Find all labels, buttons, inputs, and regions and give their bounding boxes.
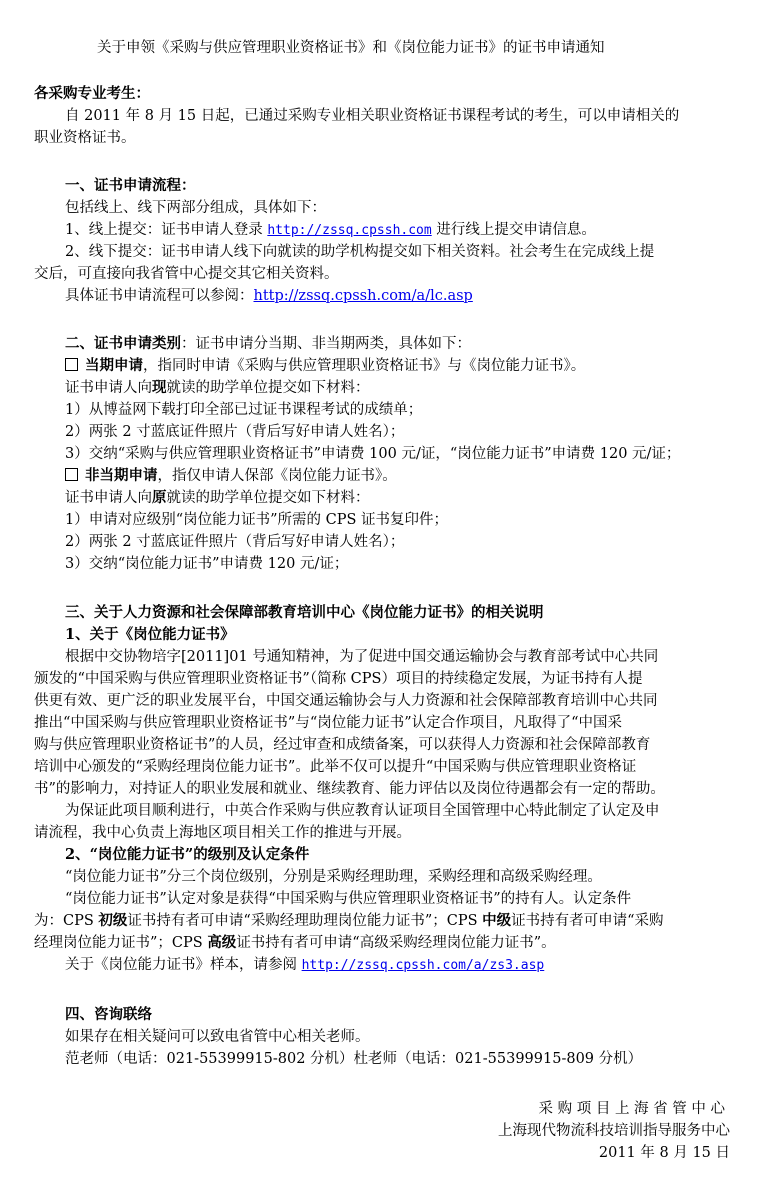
signature-date: 2011 年 8 月 15 日 [598,1145,730,1161]
submit-instruction [65,488,370,508]
sample-reference-prefix: 关于《岗位能力证书》样本，请参阅 [65,957,302,973]
signature-org: 采 购 项 目 上 海 省 管 中 心 [538,1101,725,1117]
level-senior: 高级 [207,934,237,951]
current-application-label: 当期申请 [85,357,143,374]
paragraph-line: “岗位能力证书”认定对象是获得“中国采购与供应管理职业资格证书”的持有人。认定条件 [65,891,632,907]
subsection-heading: 2、“岗位能力证书”的级别及认定条件 [65,846,310,863]
paragraph-line: 为保证此项目顺利进行，中英合作采购与供应教育认证项目全国管理中心特此制定了认定及申 [65,803,660,819]
intro-line: 自 2011 年 8 月 15 日起，已通过采购专业相关职业资格证书课程考试的考生，可以申请相关的 [65,108,680,124]
list-item: 3）交纳“采购与供应管理职业资格证书”申请费 100 元/证，“岗位能力证书”申请费 120 元/证； [65,446,681,462]
section-heading: 一、证书申请流程： [65,177,196,194]
text-fragment: 证书持有者可申请“采购 [511,913,664,929]
list-item: 2）两张 2 寸蓝底证件照片（背后写好申请人姓名）； [65,534,405,550]
noncurrent-application-desc: ，指仅申请人保部《岗位能力证书》。 [157,468,397,484]
current-application-desc: ，指同时申请《采购与供应管理职业资格证书》与《岗位能力证书》。 [143,358,586,374]
noncurrent-application-label: 非当期申请 [85,467,158,484]
section-heading-rest: ：证书申请分当期、非当期两类，具体如下： [181,336,471,352]
section-heading: 二、证书申请类别 [65,335,181,352]
section-heading: 三、关于人力资源和社会保障部教育培训中心《岗位能力证书》的相关说明 [65,604,544,621]
paragraph-line: 推出“中国采购与供应管理职业资格证书”与“岗位能力证书”认定合作项目，凡取得了“中国采 [34,715,623,731]
paragraph-line: “岗位能力证书”分三个岗位级别，分别是采购经理助理，采购经理和高级采购经理。 [65,869,602,885]
list-item: 3）交纳“岗位能力证书”申请费 120 元/证； [65,556,349,572]
offline-submit-line: 交后，可直接向我省管中心提交其它相关资料。 [34,266,339,282]
online-submit-suffix: 进行线上提交申请信息。 [431,222,596,238]
checkbox-icon [65,468,78,481]
submit-instruction [65,378,370,398]
sample-reference-line [65,955,544,976]
list-item: 2）两张 2 寸蓝底证件照片（背后写好申请人姓名）； [65,424,405,440]
text-fragment: 为：CPS [34,913,99,929]
text-fragment: 证书持有者可申请“采购经理助理岗位能力证书”；CPS [127,913,483,929]
text-fragment: 证书持有者可申请“高级采购经理岗位能力证书”。 [236,935,556,951]
process-link[interactable]: http://zssq.cpssh.com/a/lc.asp [253,288,473,304]
paragraph-line: 书”的影响力，对持证人的职业发展和就业、继续教育、能力评估以及岗位待遇都会有一定的帮助。 [34,781,665,797]
paragraph-line: 如果存在相关疑问可以致电省管中心相关老师。 [65,1029,370,1045]
process-reference-prefix: 具体证书申请流程可以参阅： [65,288,254,304]
intro-line: 职业资格证书。 [34,130,136,146]
text-fragment: 证书申请人向 [65,380,152,396]
level-junior: 初级 [98,912,128,929]
current-application-line [65,356,585,376]
text-fragment: 证书申请人向 [65,490,152,506]
online-submit-line [65,220,596,241]
paragraph-line: 包括线上、线下两部分组成，具体如下： [65,200,326,216]
list-item: 1）申请对应级别“岗位能力证书”所需的 CPS 证书复印件； [65,512,449,528]
paragraph-line: 颁发的“中国采购与供应管理职业资格证书”（简称 CPS）项目的持续稳定发展，为证书持有人提 [34,671,643,687]
section-heading-line [65,334,471,354]
text-fragment: 经理岗位能力证书”；CPS [34,935,208,951]
paragraph-line: 供更有效、更广泛的职业发展平台，中国交通运输协会与人力资源和社会保障部教育培训中心共同 [34,693,658,709]
paragraph-line [34,933,556,953]
document-title: 关于申领《采购与供应管理职业资格证书》和《岗位能力证书》的证书申请通知 [97,40,605,56]
checkbox-icon [65,358,78,371]
greeting: 各采购专业考生： [34,85,150,102]
paragraph-line: 根据中交协物培字[2011]01 号通知精神，为了促进中国交通运输协会与教育部考试中心共同 [65,649,659,665]
process-reference-line [65,286,473,306]
contact-line: 范老师（电话：021-55399915-802 分机）杜老师（电话：021-55399915-809 分机） [65,1051,643,1067]
text-fragment: 就读的助学单位提交如下材料： [166,490,370,506]
list-item: 1）从博益网下载打印全部已过证书课程考试的成绩单； [65,402,423,418]
offline-submit-line: 2、线下提交：证书申请人线下向就读的助学机构提交如下相关资料。社会考生在完成线上提 [65,244,655,260]
paragraph-line: 购与供应管理职业资格证书”的人员，经过审查和成绩备案，可以获得人力资源和社会保障部教育 [34,737,651,753]
online-submit-prefix: 1、线上提交：证书申请人登录 [65,222,268,238]
paragraph-line: 培训中心颁发的“采购经理岗位能力证书”。此举不仅可以提升“中国采购与供应管理职业资格证 [34,759,637,775]
text-fragment: 原 [152,489,167,506]
sample-link[interactable]: http://zssq.cpssh.com/a/zs3.asp [301,958,545,973]
subsection-heading: 1、关于《岗位能力证书》 [65,626,235,643]
signature-org: 上海现代物流科技培训指导服务中心 [498,1123,730,1139]
noncurrent-application-line [65,466,397,486]
application-site-link[interactable]: http://zssq.cpssh.com [267,223,432,238]
text-fragment: 就读的助学单位提交如下材料： [166,380,370,396]
paragraph-line [34,911,664,931]
level-intermediate: 中级 [482,912,512,929]
paragraph-line: 请流程，我中心负责上海地区项目相关工作的推进与开展。 [34,825,411,841]
text-fragment: 现 [152,379,167,396]
section-heading: 四、咨询联络 [65,1006,152,1023]
